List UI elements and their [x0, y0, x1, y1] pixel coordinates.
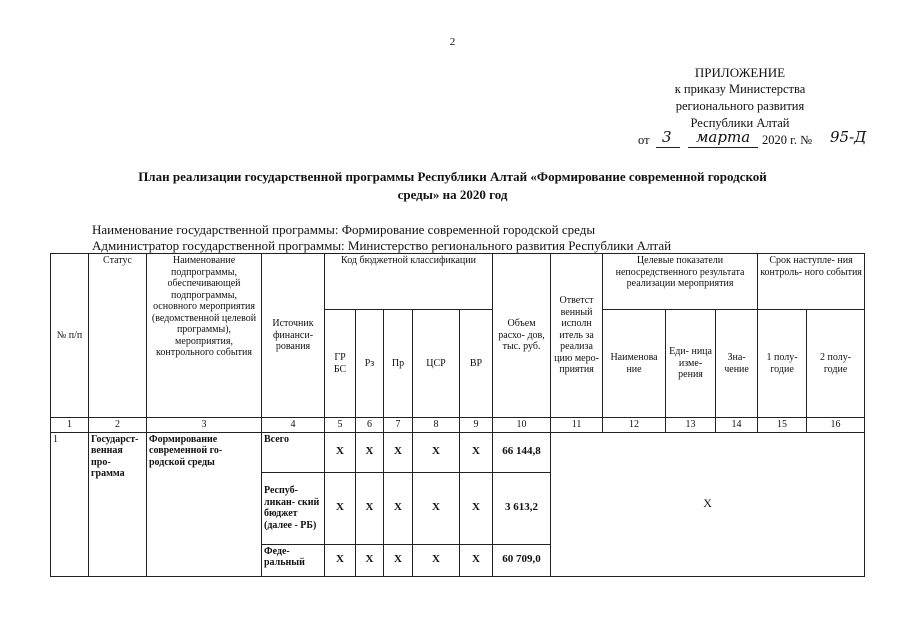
row-status: Государст- венная про- грамма	[89, 432, 147, 576]
row-pr: Х	[384, 432, 413, 472]
row-pr: Х	[384, 544, 413, 576]
header-target-unit: Еди- ница изме- рения	[666, 310, 716, 418]
order-month-handwritten: марта	[696, 128, 751, 146]
header-status: Статус	[89, 254, 147, 418]
header-pr: Пр	[384, 310, 413, 418]
header-no: № п/п	[51, 254, 89, 418]
row-vr: Х	[460, 472, 493, 544]
column-numbers-row	[51, 418, 865, 433]
header-volume: Объем расхо- дов, тыс. руб.	[493, 254, 551, 418]
row-volume: 3 613,2	[493, 472, 551, 544]
row-name: Формирование современной го- родской среды	[147, 432, 262, 576]
row-no: 1	[51, 432, 89, 576]
row-rz: Х	[356, 432, 384, 472]
col-number: 14	[716, 418, 758, 433]
header-budget-code: Код бюджетной классификации	[325, 254, 493, 310]
appendix-title: ПРИЛОЖЕНИЕ	[694, 65, 786, 80]
row-volume: 66 144,8	[493, 432, 551, 472]
header-rz: Рз	[356, 310, 384, 418]
appendix-line-2: регионального развития	[675, 99, 805, 113]
month-underline	[688, 147, 758, 148]
header-half-1: 1 полу- годие	[758, 310, 807, 418]
col-number: 6	[356, 418, 384, 433]
header-name: Наименование подпрограммы, обеспечивающей подпрограммы, основного мероприятия (ведомственной целевой программы), мероприятия, контрольного события	[147, 254, 262, 418]
col-number: 7	[384, 418, 413, 433]
appendix-line-1: к приказу Министерства	[674, 82, 806, 96]
col-number: 13	[666, 418, 716, 433]
header-half-2: 2 полу- годие	[807, 310, 865, 418]
header-responsible: Ответст венный исполн итель за реализа цию меро- приятия	[551, 254, 603, 418]
plan-table	[50, 253, 865, 577]
header-csr: ЦСР	[413, 310, 460, 418]
header-targets: Целевые показатели непосредственного результата реализации мероприятия	[603, 254, 758, 310]
order-ot: от	[638, 133, 650, 147]
document-title-line-2: среды» на 2020 год	[397, 187, 508, 202]
appendix-block	[600, 64, 880, 150]
row-csr: Х	[413, 544, 460, 576]
row-vr: Х	[460, 432, 493, 472]
day-underline	[656, 147, 680, 148]
table-row	[51, 432, 865, 472]
col-number: 2	[89, 418, 147, 433]
col-number: 1	[51, 418, 89, 433]
order-year: 2020 г. №	[762, 133, 813, 147]
header-target-value: Зна- чение	[716, 310, 758, 418]
header-source: Источник финанси- рования	[262, 254, 325, 418]
col-number: 3	[147, 418, 262, 433]
row-rz: Х	[356, 544, 384, 576]
row-vr: Х	[460, 544, 493, 576]
col-number: 15	[758, 418, 807, 433]
header-vr: ВР	[460, 310, 493, 418]
row-csr: Х	[413, 432, 460, 472]
order-number-handwritten: 95-Д	[830, 128, 867, 146]
document-title	[90, 168, 815, 204]
header-target-name: Наименова ние	[603, 310, 666, 418]
row-source: Респуб- ликан- ский бюджет (далее - РБ)	[262, 472, 325, 544]
row-csr: Х	[413, 472, 460, 544]
col-number: 4	[262, 418, 325, 433]
administrator-line: Администратор государственной программы: Министерство регионального развития Республики Алтай	[92, 238, 672, 253]
merged-x-cell: Х	[551, 432, 865, 576]
order-day-handwritten: 3	[662, 128, 672, 146]
program-name-line: Наименование государственной программы: Формирование современной городской среды	[92, 222, 596, 237]
row-rz: Х	[356, 472, 384, 544]
row-grbs: Х	[325, 432, 356, 472]
col-number: 5	[325, 418, 356, 433]
row-volume: 60 709,0	[493, 544, 551, 576]
col-number: 12	[603, 418, 666, 433]
header-grbs: ГР БС	[325, 310, 356, 418]
appendix-line-3: Республики Алтай	[690, 116, 790, 130]
col-number: 8	[413, 418, 460, 433]
row-grbs: Х	[325, 544, 356, 576]
document-title-line-1: План реализации государственной программы Республики Алтай «Формирование современной городской	[138, 169, 767, 184]
header-deadline: Срок наступле- ния контроль- ного события	[758, 254, 865, 310]
col-number: 11	[551, 418, 603, 433]
row-grbs: Х	[325, 472, 356, 544]
row-source: Феде- ральный	[262, 544, 325, 576]
col-number: 16	[807, 418, 865, 433]
header-row-1	[51, 254, 865, 310]
row-source: Всего	[262, 432, 325, 472]
row-pr: Х	[384, 472, 413, 544]
order-line	[600, 128, 880, 150]
col-number: 9	[460, 418, 493, 433]
page-number: 2	[449, 36, 456, 48]
col-number: 10	[493, 418, 551, 433]
